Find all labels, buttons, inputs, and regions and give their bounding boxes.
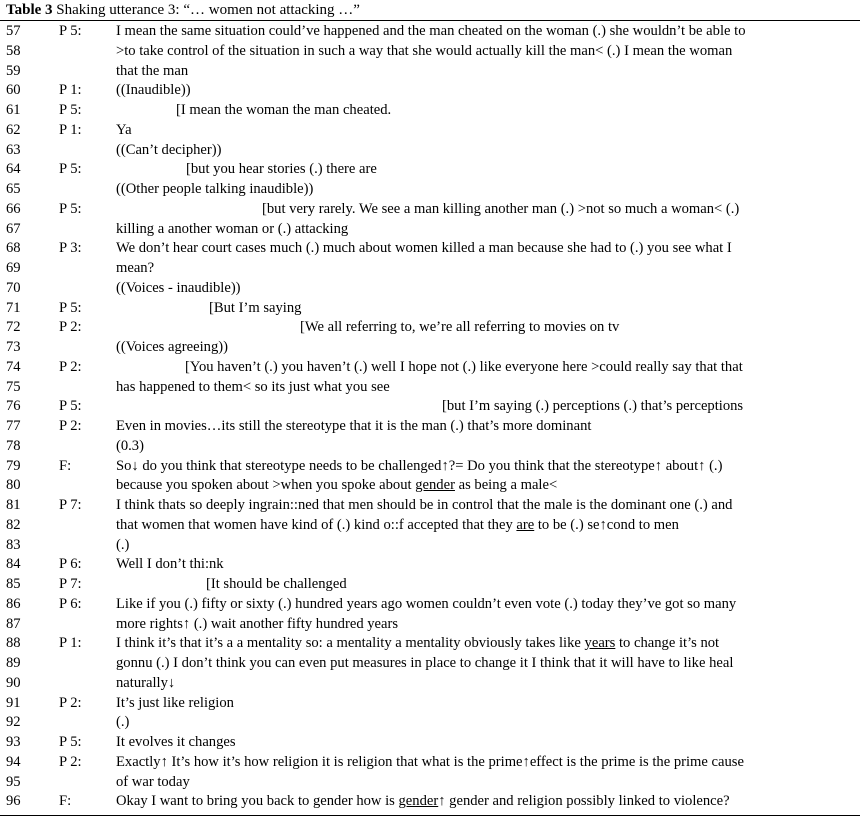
- transcript-row: [0, 417, 860, 437]
- line-number: 64: [6, 161, 21, 178]
- transcript-row: [0, 496, 860, 516]
- utterance-text: ((Voices - inaudible)): [116, 279, 241, 296]
- speaker-label: P 2:: [59, 694, 82, 711]
- transcript-row: [0, 595, 860, 615]
- line-number: 68: [6, 240, 21, 257]
- utterance-text: (.): [116, 536, 130, 553]
- transcript-row: [0, 674, 860, 694]
- transcript-row: [0, 378, 860, 398]
- transcript-row: [0, 555, 860, 575]
- transcript-row: [0, 476, 860, 496]
- utterance-text: [but you hear stories (.) there are: [186, 161, 377, 178]
- transcript-row: [0, 654, 860, 674]
- line-number: 71: [6, 299, 21, 316]
- speaker-label: P 7:: [59, 497, 82, 513]
- line-number: 93: [6, 734, 21, 750]
- speaker-label: P 5:: [59, 734, 82, 750]
- transcript-row: [0, 220, 860, 240]
- speaker-label: F:: [59, 793, 72, 810]
- speaker-label: P 1:: [59, 82, 82, 99]
- transcript-row: [0, 575, 860, 595]
- transcript-row: [0, 318, 860, 338]
- utterance-text: I think it’s that it’s a a mentality so: a mentality a mentality obviously takes like years to change it’s not: [116, 635, 720, 652]
- line-number: 82: [6, 516, 21, 533]
- utterance-text: that the man: [116, 62, 189, 79]
- line-number: 91: [6, 694, 21, 711]
- transcript-row: [0, 121, 860, 141]
- line-number: 77: [6, 418, 21, 434]
- utterance-text: because you spoken about >when you spoke about gender as being a male<: [116, 477, 558, 494]
- line-number: 72: [6, 319, 21, 336]
- line-number: 66: [6, 200, 21, 217]
- top-rule: [0, 20, 860, 21]
- line-number: 96: [6, 793, 21, 810]
- transcript-row: [0, 279, 860, 299]
- line-number: 81: [6, 497, 21, 513]
- line-number: 83: [6, 536, 21, 553]
- transcript-row: [0, 753, 860, 773]
- speaker-label: P 5:: [59, 200, 82, 217]
- line-number: 59: [6, 62, 21, 79]
- transcript-row: [0, 397, 860, 417]
- line-number: 63: [6, 141, 21, 158]
- line-number: 87: [6, 615, 21, 632]
- line-number: 69: [6, 260, 21, 276]
- transcript-row: [0, 713, 860, 733]
- speaker-label: F:: [59, 457, 72, 474]
- line-number: 57: [6, 23, 21, 39]
- utterance-text: [You haven’t (.) you haven’t (.) well I hope not (.) like everyone here >could really say that that: [185, 358, 743, 375]
- line-number: 75: [6, 378, 21, 395]
- transcript-row: [0, 141, 860, 161]
- speaker-label: P 7:: [59, 576, 82, 592]
- utterance-text: of war today: [116, 773, 190, 790]
- utterance-text: Exactly↑ It’s how it’s how religion it is religion that what is the prime↑effect is the prime is the prime cause: [116, 753, 744, 770]
- utterance-text: >to take control of the situation in such a way that she would actually kill the man< (.) I mean the woman: [116, 42, 733, 59]
- utterance-text: Ya: [116, 121, 132, 138]
- utterance-text: ((Can’t decipher)): [116, 141, 222, 158]
- utterance-text: gonnu (.) I don’t think you can even put measures in place to change it I think that it will have to like heal: [116, 655, 734, 671]
- transcript-row: [0, 358, 860, 378]
- table-caption: [6, 0, 360, 20]
- line-number: 67: [6, 220, 21, 237]
- utterance-text: ((Other people talking inaudible)): [116, 181, 314, 197]
- transcript-row: [0, 239, 860, 259]
- line-number: 95: [6, 773, 21, 790]
- utterance-text: ((Voices agreeing)): [116, 339, 228, 355]
- line-number: 86: [6, 595, 21, 612]
- utterance-text: mean?: [116, 260, 155, 276]
- bottom-rule: [0, 815, 860, 816]
- utterance-text: [We all referring to, we’re all referring to movies on tv: [300, 319, 620, 336]
- speaker-label: P 6:: [59, 595, 82, 612]
- line-number: 92: [6, 714, 21, 731]
- utterance-text: naturally↓: [116, 674, 176, 691]
- line-number: 78: [6, 437, 21, 454]
- utterance-text: [It should be challenged: [206, 576, 347, 592]
- caption-title: Shaking utterance 3: “… women not attacking …”: [56, 2, 360, 18]
- utterance-text: I mean the same situation could’ve happened and the man cheated on the woman (.) she wouldn’t be able to: [116, 23, 746, 39]
- transcript-row: [0, 792, 860, 812]
- utterance-text: Like if you (.) fifty or sixty (.) hundred years ago women couldn’t even vote (.) today they’ve got so many: [116, 595, 737, 612]
- speaker-label: P 6:: [59, 556, 82, 573]
- line-number: 61: [6, 102, 21, 118]
- transcript-row: [0, 299, 860, 319]
- transcript-row: [0, 457, 860, 477]
- line-number: 90: [6, 674, 21, 691]
- speaker-label: P 5:: [59, 23, 82, 39]
- speaker-label: P 1:: [59, 121, 82, 138]
- speaker-label: P 1:: [59, 635, 82, 652]
- transcript-row: [0, 101, 860, 121]
- transcript-row: [0, 81, 860, 101]
- utterance-text: It’s just like religion: [116, 694, 234, 711]
- utterance-text: ((Inaudible)): [116, 82, 191, 99]
- speaker-label: P 5:: [59, 161, 82, 178]
- utterance-text: Well I don’t thi:nk: [116, 556, 224, 573]
- transcript-row: [0, 22, 860, 42]
- utterance-text: So↓ do you think that stereotype needs to be challenged↑?= Do you think that the stereotype↑ about↑ (.): [116, 457, 723, 474]
- line-number: 88: [6, 635, 21, 652]
- utterance-text: that women that women have kind of (.) kind o::f accepted that they are to be (.) se↑cond to men: [116, 516, 679, 533]
- speaker-label: P 2:: [59, 418, 82, 434]
- utterance-text: [But I’m saying: [209, 299, 302, 316]
- utterance-text: (0.3): [116, 437, 144, 454]
- transcript-row: [0, 733, 860, 753]
- transcript-row: [0, 259, 860, 279]
- utterance-text: (.): [116, 714, 130, 731]
- line-number: 58: [6, 42, 21, 59]
- line-number: 80: [6, 477, 21, 494]
- transcript-row: [0, 773, 860, 793]
- speaker-label: P 5:: [59, 102, 82, 118]
- transcript-rows: [0, 22, 860, 812]
- line-number: 73: [6, 339, 21, 355]
- transcript-row: [0, 437, 860, 457]
- line-number: 70: [6, 279, 21, 296]
- utterance-text: has happened to them< so its just what you see: [116, 378, 390, 395]
- transcript-row: [0, 42, 860, 62]
- speaker-label: P 5:: [59, 299, 82, 316]
- utterance-text: more rights↑ (.) wait another fifty hundred years: [116, 615, 399, 632]
- caption-label: Table 3: [6, 2, 53, 18]
- transcript-row: [0, 516, 860, 536]
- line-number: 60: [6, 82, 21, 99]
- utterance-text: killing a another woman or (.) attacking: [116, 220, 349, 237]
- utterance-text: [I mean the woman the man cheated.: [176, 102, 392, 118]
- speaker-label: P 5:: [59, 398, 82, 415]
- transcript-row: [0, 180, 860, 200]
- utterance-text: I think thats so deeply ingrain::ned that men should be in control that the male is the dominant one (.) and: [116, 497, 733, 513]
- utterance-text: It evolves it changes: [116, 734, 236, 750]
- transcript-row: [0, 160, 860, 180]
- line-number: 62: [6, 121, 21, 138]
- transcript-row: [0, 536, 860, 556]
- line-number: 74: [6, 358, 21, 375]
- line-number: 84: [6, 556, 21, 573]
- line-number: 76: [6, 398, 21, 415]
- line-number: 85: [6, 576, 21, 592]
- speaker-label: P 2:: [59, 319, 82, 336]
- transcript-row: [0, 338, 860, 358]
- transcript-row: [0, 694, 860, 714]
- utterance-text: [but I’m saying (.) perceptions (.) that’s perceptions: [442, 398, 744, 415]
- speaker-label: P 2:: [59, 753, 82, 770]
- transcript-row: [0, 634, 860, 654]
- utterance-text: Even in movies…its still the stereotype that it is the man (.) that’s more dominant: [116, 418, 592, 434]
- line-number: 79: [6, 457, 21, 474]
- transcript-row: [0, 615, 860, 635]
- utterance-text: Okay I want to bring you back to gender how is gender↑ gender and religion possibly linked to violence?: [116, 793, 730, 810]
- line-number: 89: [6, 655, 21, 671]
- transcript-row: [0, 62, 860, 82]
- utterance-text: [but very rarely. We see a man killing another man (.) >not so much a woman< (.): [262, 200, 740, 217]
- line-number: 94: [6, 753, 21, 770]
- utterance-text: We don’t hear court cases much (.) much about women killed a man because she had to (.) you see what I: [116, 240, 732, 257]
- line-number: 65: [6, 181, 21, 197]
- transcript-row: [0, 200, 860, 220]
- speaker-label: P 2:: [59, 358, 82, 375]
- speaker-label: P 3:: [59, 240, 82, 257]
